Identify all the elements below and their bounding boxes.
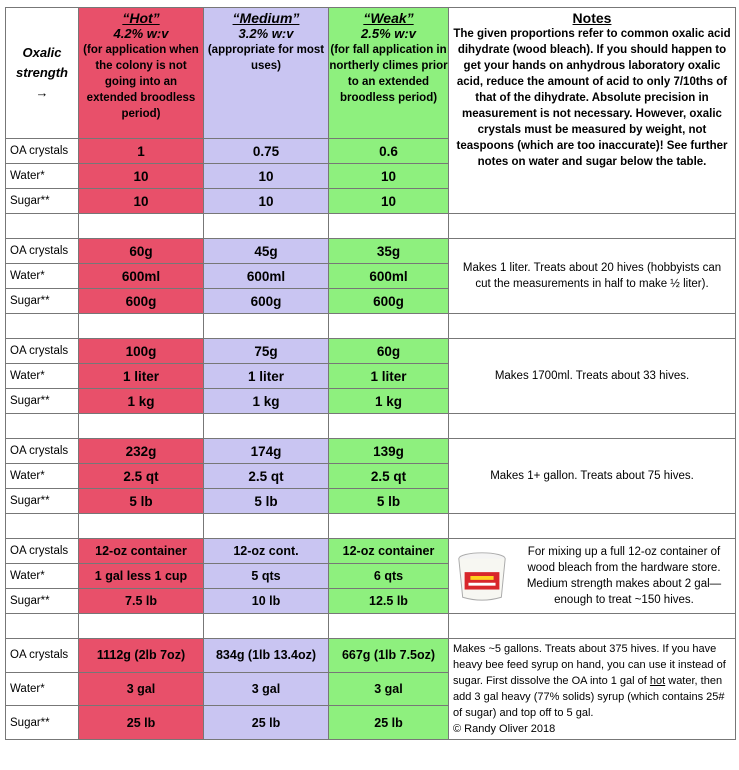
notes-title: Notes (572, 10, 612, 26)
medium-value: 1 kg (204, 389, 329, 414)
medium-value: 2.5 qt (204, 464, 329, 489)
medium-value: 10 (204, 164, 329, 189)
medium-name: “Medium” (232, 10, 300, 26)
hot-value: 600g (79, 289, 204, 314)
weak-value: 139g (329, 439, 449, 464)
medium-value: 10 lb (204, 589, 329, 614)
group-note: Makes 1+ gallon. Treats about 75 hives. (449, 439, 736, 514)
copyright-text: © Randy Oliver 2018 (453, 723, 556, 735)
row-label-water: Water* (6, 364, 79, 389)
group-note: Makes 1700ml. Treats about 33 hives. (449, 339, 736, 414)
hot-value: 232g (79, 439, 204, 464)
medium-value: 834g (1lb 13.4oz) (204, 639, 329, 673)
hot-name: “Hot” (122, 10, 160, 26)
weak-value: 2.5 qt (329, 464, 449, 489)
row-label-oa: OA crystals (6, 439, 79, 464)
row-label-sugar: Sugar** (6, 706, 79, 740)
medium-value: 3 gal (204, 672, 329, 706)
hot-header (79, 8, 204, 139)
note-text-a: Makes ~5 gallons. Treats about 375 hives. If you have heavy bee feed syrup on hand, you can use it instead of sugar. First dissolve the OA into 1 gal of (453, 643, 726, 687)
weak-header (329, 8, 449, 139)
medium-desc: (appropriate for most uses) (207, 44, 325, 72)
weak-value: 12.5 lb (329, 589, 449, 614)
row-label-oa: OA crystals (6, 539, 79, 564)
hot-value: 7.5 lb (79, 589, 204, 614)
medium-value: 12-oz cont. (204, 539, 329, 564)
hot-value: 5 lb (79, 489, 204, 514)
weak-value: 1 kg (329, 389, 449, 414)
row-label-water: Water* (6, 672, 79, 706)
row-label-water: Water* (6, 464, 79, 489)
row-label-sugar: Sugar** (6, 489, 79, 514)
hot-value: 1112g (2lb 7oz) (79, 639, 204, 673)
medium-value: 1 liter (204, 364, 329, 389)
notes-body: The given proportions refer to common oxalic acid dihydrate (wood bleach). If you should happen to get your hands on anhydrous laboratory oxalic acid, reduce the amount of acid to only 7/10ths of that of the dihydrate. Absolute precision in measurement is not necessary. However, oxalic crystals must be measured by weight, not teaspoons (which are too inaccurate)! See further notes on water and sugar below the table. (453, 28, 731, 168)
weak-value: 1 liter (329, 364, 449, 389)
hot-desc: (for application when the colony is not going into an extended broodless period) (83, 44, 199, 120)
table-row (6, 339, 736, 364)
weak-value: 60g (329, 339, 449, 364)
spacer-row (6, 514, 736, 539)
row-label-water: Water* (6, 264, 79, 289)
weak-value: 10 (329, 189, 449, 214)
note-text-hot: hot (649, 675, 666, 687)
row-label-sugar: Sugar** (6, 389, 79, 414)
medium-value: 75g (204, 339, 329, 364)
hot-value: 1 (79, 139, 204, 164)
weak-ratio: 2.5% w:v (361, 26, 416, 41)
weak-name: “Weak” (363, 10, 414, 26)
spacer-row (6, 414, 736, 439)
hot-value: 10 (79, 189, 204, 214)
weak-value: 12-oz container (329, 539, 449, 564)
weak-value: 667g (1lb 7.5oz) (329, 639, 449, 673)
container-note (449, 539, 736, 614)
row-label-water: Water* (6, 564, 79, 589)
row-label-oa: OA crystals (6, 239, 79, 264)
table-row (6, 439, 736, 464)
medium-value: 45g (204, 239, 329, 264)
medium-value: 5 qts (204, 564, 329, 589)
medium-value: 0.75 (204, 139, 329, 164)
spacer-row (6, 214, 736, 239)
hot-value: 2.5 qt (79, 464, 204, 489)
arrow-icon: → (35, 85, 49, 100)
weak-value: 0.6 (329, 139, 449, 164)
table-row (6, 239, 736, 264)
hot-ratio: 4.2% w:v (113, 26, 169, 41)
weak-value: 25 lb (329, 706, 449, 740)
weak-value: 6 qts (329, 564, 449, 589)
weak-value: 600g (329, 289, 449, 314)
medium-header (204, 8, 329, 139)
hot-value: 12-oz container (79, 539, 204, 564)
medium-value: 10 (204, 189, 329, 214)
wood-bleach-container-icon (453, 547, 511, 605)
container-note-text: For mixing up a full 12-oz container of wood bleach from the hardware store. Medium strength makes about 2 gal—enough to treat ~150 hives. (526, 546, 722, 606)
table-row (6, 639, 736, 673)
spacer-row (6, 614, 736, 639)
medium-value: 5 lb (204, 489, 329, 514)
hot-value: 60g (79, 239, 204, 264)
hot-value: 25 lb (79, 706, 204, 740)
row-label-oa: OA crystals (6, 639, 79, 673)
group-note: Makes 1 liter. Treats about 20 hives (hobbyists can cut the measurements in half to make ½ liter). (449, 239, 736, 314)
hot-value: 3 gal (79, 672, 204, 706)
weak-value: 600ml (329, 264, 449, 289)
row-label-sugar: Sugar** (6, 589, 79, 614)
strength-label: Oxalic strength (16, 45, 68, 80)
data-table (5, 7, 736, 740)
medium-value: 174g (204, 439, 329, 464)
notes-cell (449, 8, 736, 214)
strength-header (6, 8, 79, 139)
row-label-sugar: Sugar** (6, 189, 79, 214)
weak-desc: (for fall application in northerly climes prior to an extended broodless period) (329, 44, 448, 104)
spacer-row (6, 314, 736, 339)
hot-value: 10 (79, 164, 204, 189)
hot-value: 1 kg (79, 389, 204, 414)
medium-ratio: 3.2% w:v (238, 26, 294, 41)
medium-value: 25 lb (204, 706, 329, 740)
weak-value: 35g (329, 239, 449, 264)
hot-value: 1 liter (79, 364, 204, 389)
weak-value: 3 gal (329, 672, 449, 706)
medium-value: 600g (204, 289, 329, 314)
medium-value: 600ml (204, 264, 329, 289)
row-label-oa: OA crystals (6, 339, 79, 364)
hot-value: 600ml (79, 264, 204, 289)
hot-value: 1 gal less 1 cup (79, 564, 204, 589)
five-gallon-note (449, 639, 736, 740)
row-label-sugar: Sugar** (6, 289, 79, 314)
hot-value: 100g (79, 339, 204, 364)
row-label-water: Water* (6, 164, 79, 189)
weak-value: 5 lb (329, 489, 449, 514)
weak-value: 10 (329, 164, 449, 189)
note-text-b: water, then add 3 gal heavy (77% solids) syrup (which contains 25# of sugar) and top off to 5 gal. (453, 675, 725, 719)
table-row (6, 539, 736, 564)
row-label-oa: OA crystals (6, 139, 79, 164)
